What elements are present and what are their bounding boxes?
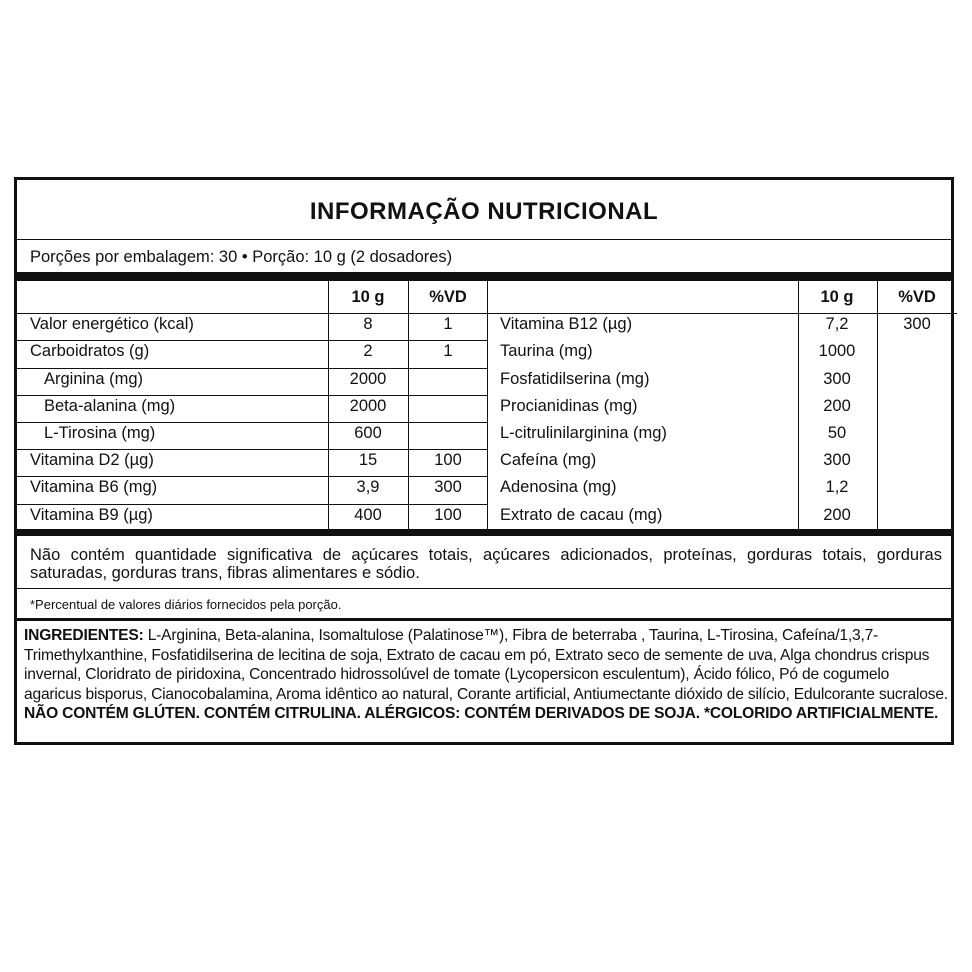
nutrition-label [14,177,954,745]
divider [17,239,951,240]
nutrient-amount: 7,2 [825,315,849,334]
col-header-vd: %VD [429,288,467,306]
ingredients-list: L-Arginina, Beta-alanina, Isomaltulose (Palatinose™), Fibra de beterraba , Taurina, L-Tirosina, Cafeína/1,3,7-Trimethylxanthine, Fosfatidilserina de lecitina de soja, Extrato de cacau em pó, Extrato seco de semente de uva, Alga chondrus crispus invernal, Cloridrato de piridoxina, Concentrado hidrossolúvel de tomate (Lycopersicon esculentum), Ácido fólico, Pó de cogumelo agaricus bisporus, Cianocobalamina, Aroma idêntico ao natural, Corante artificial, Antiumectante dióxido de silício, Edulcorante sucralose. [24,627,948,703]
nutrient-amount: 300 [823,451,851,470]
row-divider [17,449,487,450]
nutrient-amount: 8 [363,315,373,334]
nutrient-name: Arginina (mg) [44,369,144,388]
row-divider [17,476,487,477]
column-divider [798,281,799,529]
nutrient-vd: 300 [903,315,931,334]
nutrient-name: Extrato de cacau (mg) [500,505,663,524]
nutrient-name: Vitamina B12 (µg) [500,315,633,334]
column-divider [877,281,878,529]
nutrient-amount: 600 [354,424,382,442]
row-divider [17,340,487,341]
column-divider [408,281,409,529]
col-header-vd: %VD [898,288,936,306]
nutrient-vd: 300 [434,478,462,497]
divider [17,618,951,621]
nutrient-amount: 1,2 [825,478,849,497]
col-header-amount: 10 g [820,288,854,306]
nutrient-name: Fosfatidilserina (mg) [500,369,650,388]
nutrient-amount: 400 [354,505,382,524]
nutrient-vd: 100 [434,451,462,470]
row-divider [17,504,487,505]
thick-divider [17,529,951,536]
thick-divider [17,272,951,281]
row-divider [17,395,487,396]
nutrient-name: L-citrulinilarginina (mg) [500,424,667,442]
nutrient-vd: 1 [443,342,453,361]
ingredients-text [24,626,950,724]
ingredients-warnings: NÃO CONTÉM GLÚTEN. CONTÉM CITRULINA. ALÉRGICOS: CONTÉM DERIVADOS DE SOJA. *COLORIDO ARTIFICIALMENTE. [24,705,939,723]
nutrient-name: Vitamina B9 (µg) [30,505,153,524]
nutrient-amount: 3,9 [356,478,380,497]
nutrient-name: L-Tirosina (mg) [44,424,156,442]
ingredients-heading: INGREDIENTES: [24,627,144,644]
not-significant-note: Não contém quantidade significativa de açúcares totais, açúcares adicionados, proteínas, gorduras totais, gorduras saturadas, gorduras trans, fibras alimentares e sódio. [30,546,942,582]
nutrient-amount: 15 [358,451,378,470]
nutrient-name: Carboidratos (g) [30,342,150,361]
nutrient-name: Procianidinas (mg) [500,396,638,415]
nutrient-name: Vitamina B6 (mg) [30,478,158,497]
nutrient-amount: 200 [823,505,851,524]
nutrient-name: Adenosina (mg) [500,478,617,497]
nutrient-name: Taurina (mg) [500,342,593,361]
nutrient-name: Valor energético (kcal) [30,315,194,334]
col-header-amount: 10 g [351,288,385,306]
footnote: *Percentual de valores diários fornecidos pela porção. [30,597,342,612]
column-divider [487,281,488,529]
portion-info: Porções por embalagem: 30 • Porção: 10 g (2 dosadores) [30,248,453,266]
row-divider [17,422,487,423]
column-divider [328,281,329,529]
divider [17,588,951,589]
nutrient-amount: 1000 [818,342,856,361]
row-divider [17,368,487,369]
nutrient-amount: 2 [363,342,373,361]
nutrient-amount: 2000 [349,396,387,415]
nutrient-amount: 200 [823,396,851,415]
nutrient-vd: 100 [434,505,462,524]
nutrient-amount: 2000 [349,369,387,388]
nutrient-amount: 50 [827,424,847,442]
nutrient-name: Cafeína (mg) [500,451,597,470]
nutrient-name: Vitamina D2 (µg) [30,451,154,470]
label-title: INFORMAÇÃO NUTRICIONAL [309,198,659,225]
nutrient-name: Beta-alanina (mg) [44,396,176,415]
nutrient-vd: 1 [443,315,453,334]
nutrient-amount: 300 [823,369,851,388]
